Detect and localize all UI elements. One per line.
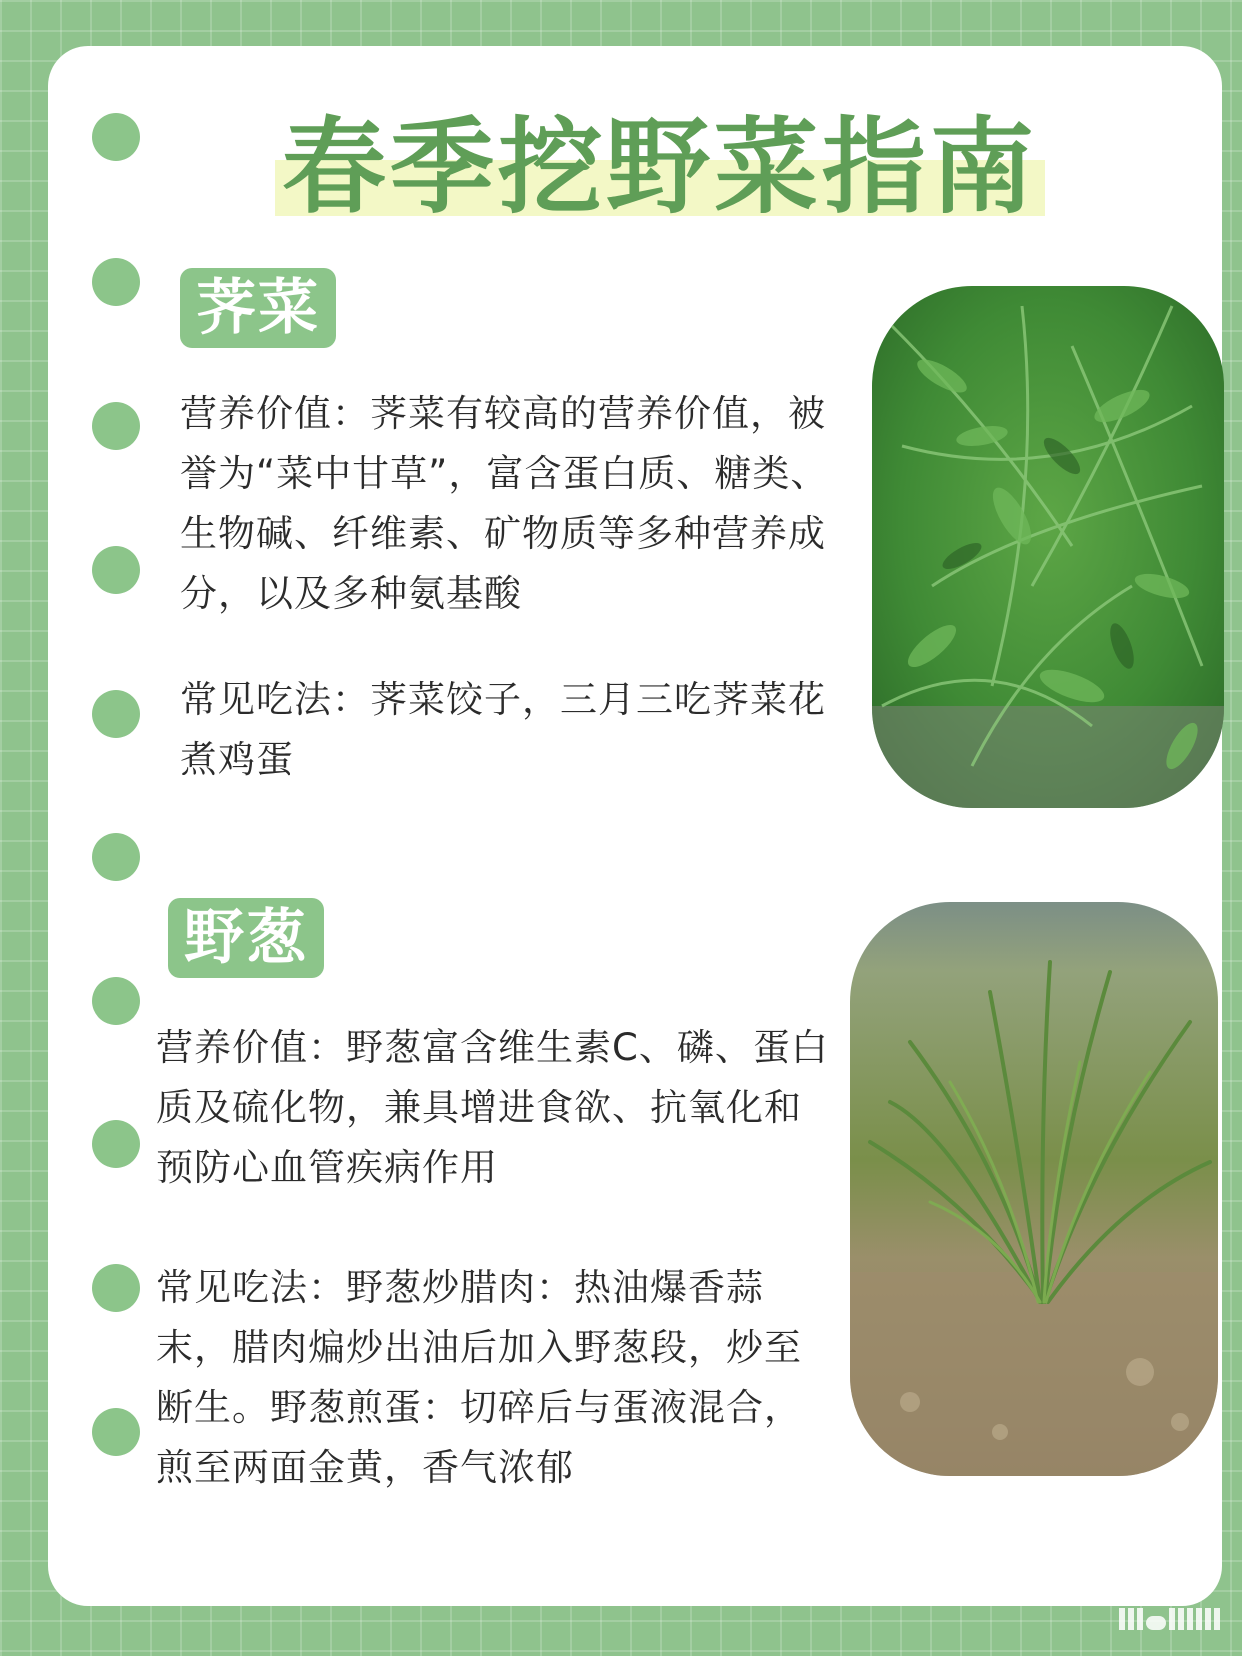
page-title-block [275,106,1045,228]
decor-dot [92,977,140,1025]
section-tag-shepherds-purse: 荠菜 [180,268,336,348]
decor-dot [92,113,140,161]
shepherds-purse-photo [872,286,1224,808]
decor-dot [92,1120,140,1168]
decor-dot [92,833,140,881]
decor-dot [92,546,140,594]
eating-text: 常见吃法：荠菜饺子，三月三吃荠菜花煮鸡蛋 [180,678,826,781]
decor-dot [92,1264,140,1312]
section-tag-wild-onion: 野葱 [168,898,324,978]
nutrition-text: 营养价值：荠菜有较高的营养价值，被誉为“菜中甘草”，富含蛋白质、糖类、生物碱、纤维素、矿物质等多种营养成分，以及多种氨基酸 [180,392,829,615]
decor-dot [92,1408,140,1456]
nutrition-text: 营养价值：野葱富含维生素C、磷、蛋白质及硫化物，兼具增进食欲、抗氧化和预防心血管疾病作用 [156,1026,829,1189]
decor-dot [92,690,140,738]
decor-dot [92,402,140,450]
wild-onion-photo [850,902,1218,1476]
eating-text: 常见吃法：野葱炒腊肉：热油爆香蒜末，腊肉煸炒出油后加入野葱段，炒至断生。野葱煎蛋：切碎后与蛋液混合，煎至两面金黄，香气浓郁 [156,1266,802,1489]
page-title: 春季挖野菜指南 [281,106,1038,228]
decor-dot [92,258,140,306]
watermark [1119,1608,1220,1630]
